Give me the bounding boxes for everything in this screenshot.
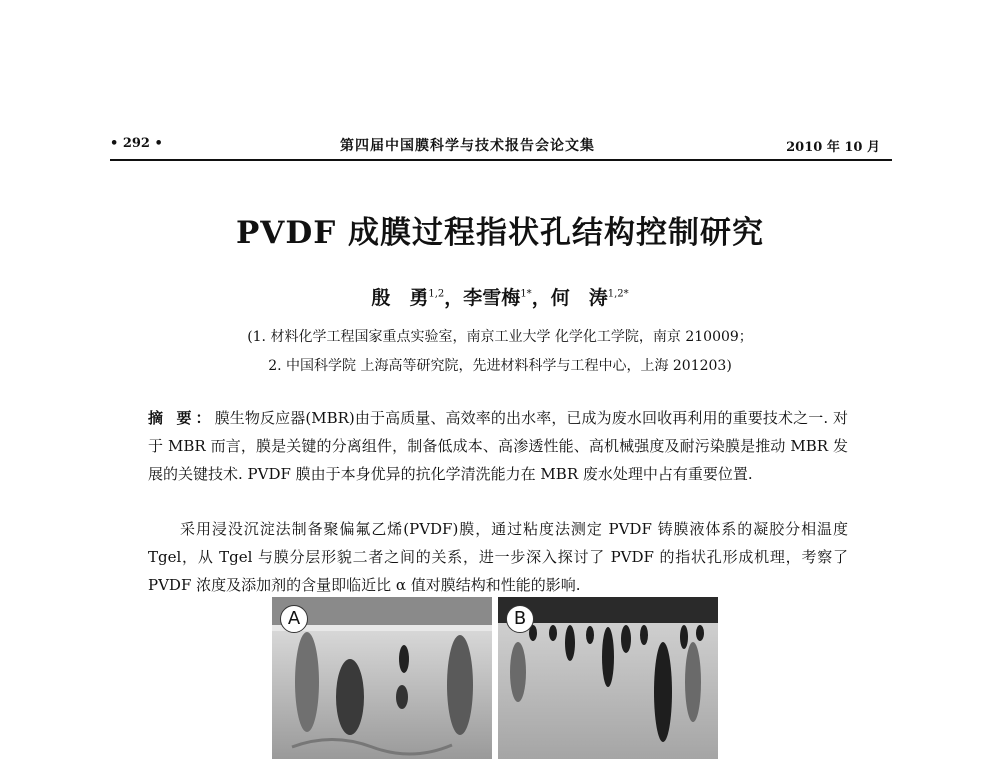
sem-image-a xyxy=(272,597,492,759)
author-affiliation-mark: 1,2 xyxy=(428,288,445,300)
issue-date: 2010 年 10 月 xyxy=(786,140,880,155)
author-name: 何 涛 xyxy=(550,287,608,309)
affiliation-line-2: 2. 中国科学院 上海高等研究院，先进材料科学与工程中心，上海 201203) xyxy=(268,358,732,374)
proceedings-title: 第四届中国膜科学与技术报告会论文集 xyxy=(340,138,595,154)
author-name: 李雪梅 xyxy=(463,287,521,309)
header-rule xyxy=(110,159,892,161)
page-number: • 292 • xyxy=(110,136,163,151)
author-list: 殷 勇$^{1,2}$，李雪梅$^{1*}$，何 涛$^{1,2*}$ xyxy=(371,287,629,309)
sem-image-b xyxy=(498,597,718,759)
body-paragraph: 采用浸没沉淀法制备聚偏氟乙烯(PVDF)膜，通过粘度法测定 PVDF 铸膜液体系的凝胶分相温度 Tgel，从 Tgel 与膜分层形貌二者之间的关系，进一步深入探讨了 PVDF 的指状孔形成机理，考察了 PVDF 浓度及添加剂的含量即临近比 α 值对膜结构和性能的影响. xyxy=(148,520,848,594)
running-header xyxy=(110,133,890,157)
author-affiliation-mark: 1* xyxy=(520,288,532,300)
author-affiliation-mark: 1,2* xyxy=(607,288,629,300)
abstract-text: 膜生物反应器(MBR)由于高质量、高效率的出水率，已成为废水回收再利用的重要技术之一. 对于 MBR 而言，膜是关键的分离组件，制备低成本、高渗透性能、高机械强度及耐污染膜是推动 MBR 发展的关键技术. PVDF 膜由于本身优异的抗化学清洗能力在 MBR 废水处理中占有重要位置. xyxy=(148,409,849,483)
paper-title: PVDF 成膜过程指状孔结构控制研究 xyxy=(235,215,765,251)
figure-label: B xyxy=(506,605,534,633)
affiliation-line-1: (1. 材料化学工程国家重点实验室，南京工业大学 化学化工学院，南京 210009； xyxy=(247,329,753,345)
abstract-label: 摘 要： xyxy=(148,409,215,427)
abstract-paragraph xyxy=(148,404,848,488)
figure-label: A xyxy=(280,605,308,633)
author-name: 殷 勇 xyxy=(371,287,429,309)
